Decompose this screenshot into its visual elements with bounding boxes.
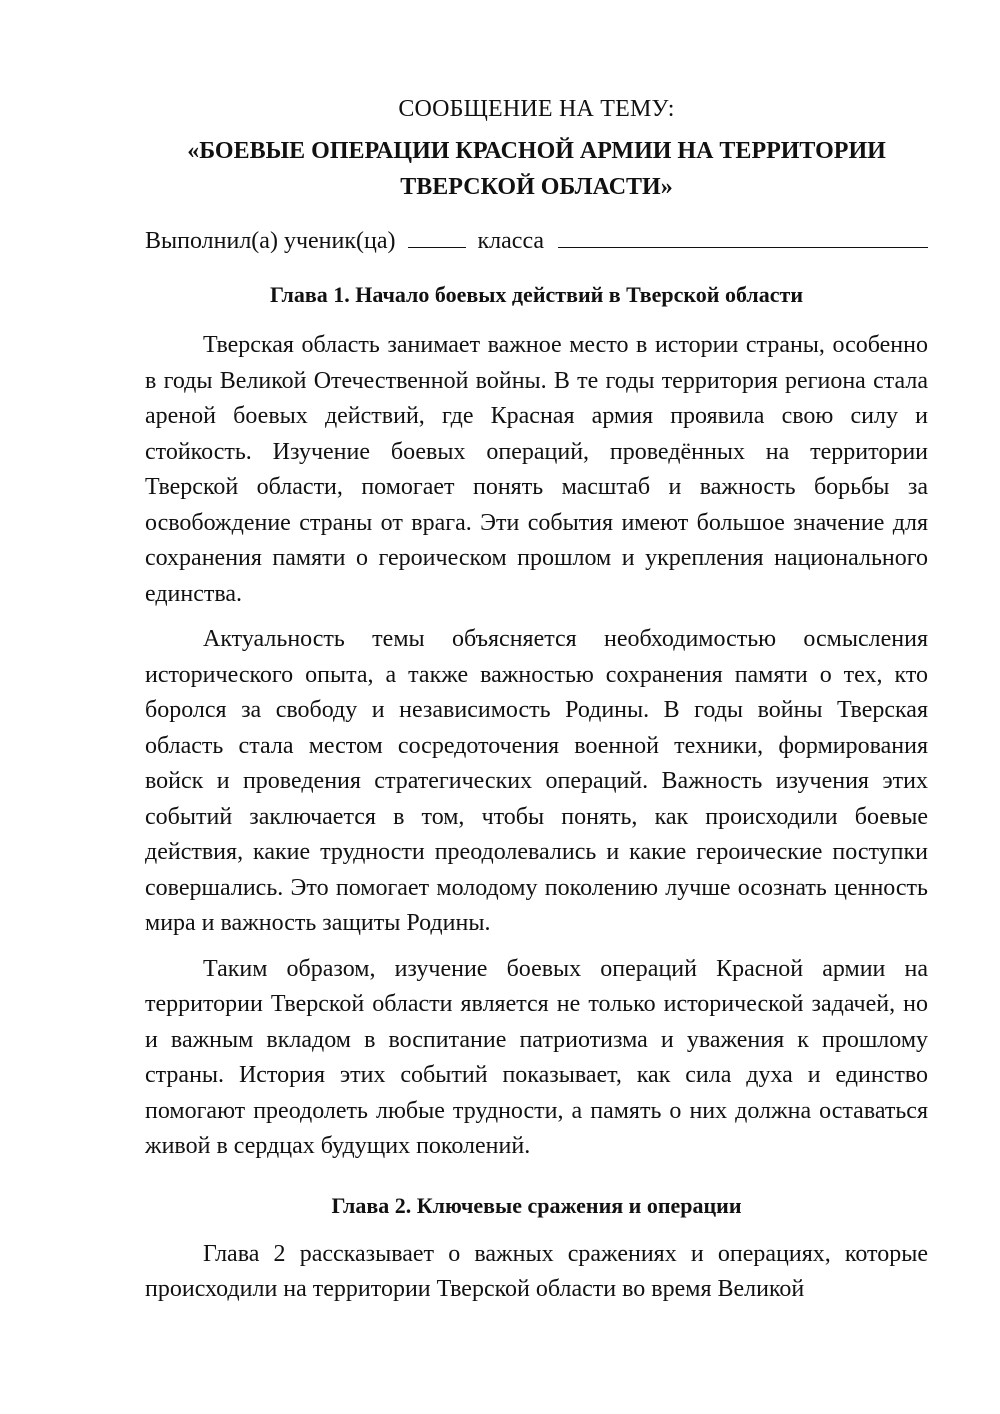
chapter-1-paragraph-2: Актуальность темы объясняется необходимостью осмысления исторического опыта, а также важностью сохранения памяти о тех, кто боролся за свободу и независимость Родины. В годы войны Тверская область стала местом сосредоточения военной техники, формирования войск и проведения стратегических операций. Важность изучения этих событий заключается в том, чтобы понять, как происходили боевые действия, какие трудности преодолевались и какие героические поступки совершались. Это помогает молодому поколению лучше осознать ценность мира и важность защиты Родины. <box>145 626 928 936</box>
chapter-1-heading: Глава 1. Начало боевых действий в Тверской области <box>269 282 804 307</box>
author-prefix: Выполнил(а) ученик(ца) <box>145 228 396 254</box>
chapter-2-heading: Глава 2. Ключевые сражения и операции <box>331 1192 742 1218</box>
author-class-label: класса <box>477 228 545 254</box>
chapter-1-paragraph-3: Таким образом, изучение боевых операций Красной армии на территории Тверской области является не только исторической задачей, но и важным вкладом в воспитание патриотизма и уважения к прошлому страны. История этих событий показывает, как сила духа и единство помогают преодолеть любые трудности, а память о них должна оставаться живой в сердцах будущих поколений. <box>145 955 928 1159</box>
author-line <box>145 223 928 259</box>
topic-label: СООБЩЕНИЕ НА ТЕМУ: <box>398 96 675 122</box>
document-content <box>145 92 928 1308</box>
document-title: «БОЕВЫЕ ОПЕРАЦИИ КРАСНОЙ АРМИИ НА ТЕРРИТОРИИ ТВЕРСКОЙ ОБЛАСТИ» <box>187 138 886 200</box>
name-blank <box>558 223 928 248</box>
class-blank <box>408 223 466 248</box>
chapter-2-paragraph-1: Глава 2 рассказывает о важных сражениях и операциях, которые происходили на территории Тверской области во время Великой <box>145 1240 928 1302</box>
chapter-1-paragraph-1: Тверская область занимает важное место в истории страны, особенно в годы Великой Отечественной войны. В те годы территория региона стала ареной боевых действий, где Красная армия проявила свою силу и стойкость. Изучение боевых операций, проведённых на территории Тверской области, помогает понять масштаб и важность борьбы за освобождение страны от врага. Эти события имеют большое значение для сохранения памяти о героическом прошлом и укрепления национального единства. <box>145 332 928 607</box>
